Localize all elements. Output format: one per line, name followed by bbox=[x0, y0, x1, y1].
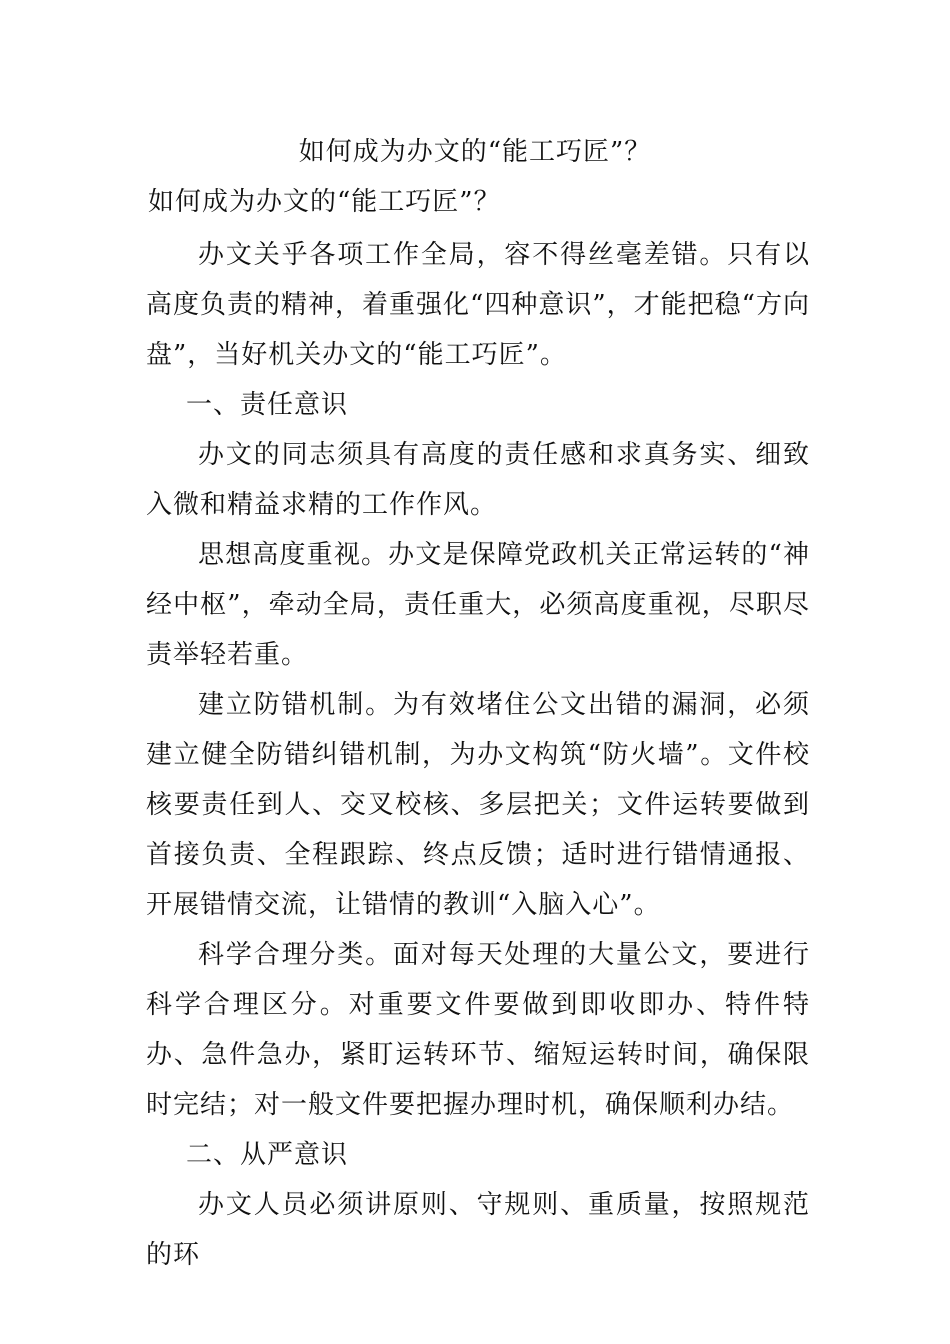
paragraph-attention: 思想高度重视。办文是保障党政机关正常运转的“神经中枢”，牵动全局，责任重大，必须高度重视，尽职尽责举轻若重。 bbox=[146, 540, 810, 670]
document-title: 如何成为办文的“能工巧匠”？ bbox=[298, 137, 652, 167]
document-body bbox=[146, 230, 810, 1280]
paragraph-responsibility-intro: 办文的同志须具有高度的责任感和求真务实、细致入微和精益求精的工作作风。 bbox=[146, 440, 810, 520]
section-heading-responsibility: 一、责任意识 bbox=[186, 390, 349, 420]
document-subtitle: 如何成为办文的“能工巧匠”？ bbox=[148, 187, 501, 217]
paragraph-intro: 办文关乎各项工作全局，容不得丝毫差错。只有以高度负责的精神，着重强化“四种意识”，才能把稳“方向盘”，当好机关办文的“能工巧匠”。 bbox=[146, 240, 810, 370]
paragraph-classification: 科学合理分类。面对每天处理的大量公文，要进行科学合理区分。对重要文件要做到即收即办、特件特办、急件急办，紧盯运转环节、缩短运转时间，确保限时完结；对一般文件要把握办理时机，确保顺利办结。 bbox=[146, 940, 810, 1120]
paragraph-error-prevention: 建立防错机制。为有效堵住公文出错的漏洞，必须建立健全防错纠错机制，为办文构筑“防火墙”。文件校核要责任到人、交叉校核、多层把关；文件运转要做到首接负责、全程跟踪、终点反馈；适时进行错情通报、开展错情交流，让错情的教训“入脑入心”。 bbox=[146, 690, 810, 920]
section-heading-strictness: 二、从严意识 bbox=[186, 1140, 349, 1170]
paragraph-strictness-intro: 办文人员必须讲原则、守规则、重质量，按照规范的环 bbox=[146, 1190, 810, 1270]
